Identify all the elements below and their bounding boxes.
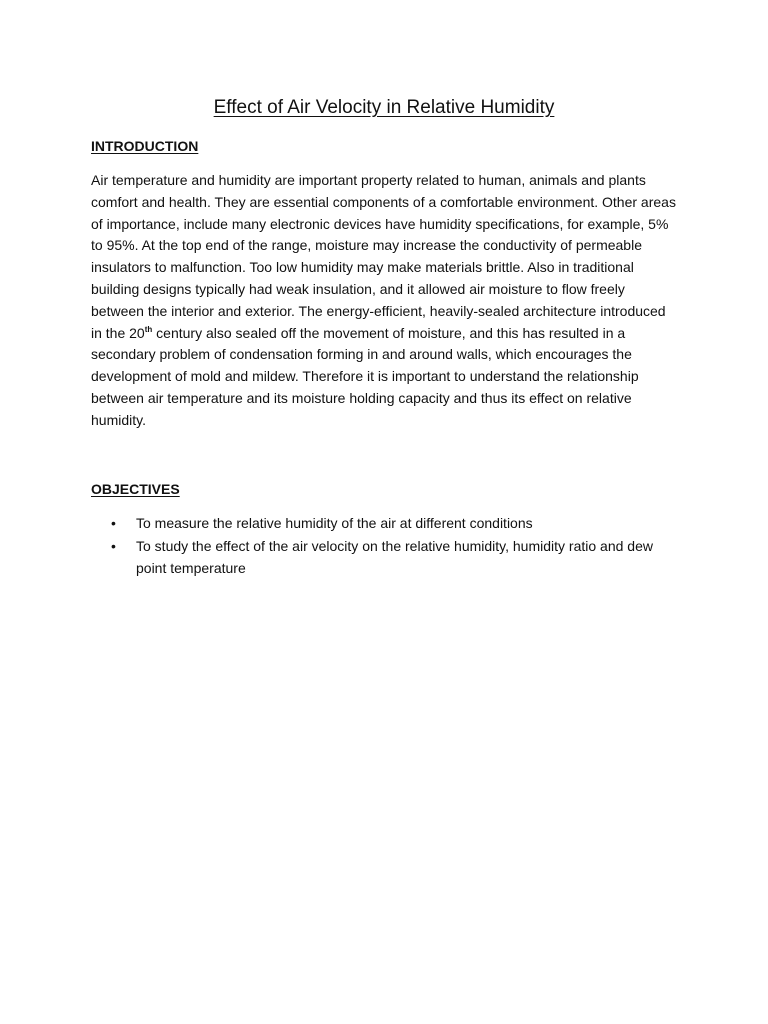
superscript-th: th bbox=[144, 324, 153, 334]
paragraph-line: of importance, include many electronic devices have humidity specifications, for example, 5% bbox=[91, 215, 669, 232]
document-title: Effect of Air Velocity in Relative Humidity bbox=[213, 97, 555, 118]
line-text-before: in the 20 bbox=[91, 324, 145, 341]
objective-text: point temperature bbox=[136, 560, 246, 576]
line-text-after: century also sealed off the movement of moisture, and this has resulted in a bbox=[152, 324, 626, 341]
introduction-paragraph bbox=[91, 170, 691, 432]
paragraph-line: Air temperature and humidity are important property related to human, animals and plants bbox=[91, 172, 646, 188]
paragraph-line: between the interior and exterior. The energy-efficient, heavily-sealed architecture introduced bbox=[91, 302, 666, 319]
paragraph-line-with-superscript bbox=[91, 323, 691, 345]
objective-item bbox=[91, 535, 691, 579]
paragraph-line: comfort and health. They are essential components of a comfortable environment. Other areas bbox=[91, 193, 676, 210]
paragraph-line: to 95%. At the top end of the range, moisture may increase the conductivity of permeable bbox=[91, 237, 642, 254]
paragraph-line: between air temperature and its moisture holding capacity and thus its effect on relative bbox=[91, 389, 632, 406]
bullet-icon: • bbox=[111, 538, 116, 554]
paragraph-line: secondary problem of condensation forming in and around walls, which encourages the bbox=[91, 346, 632, 363]
objective-text: To study the effect of the air velocity on the relative humidity, humidity ratio and dew bbox=[136, 538, 653, 554]
objectives-heading: OBJECTIVES bbox=[91, 481, 180, 497]
paragraph-line: humidity. bbox=[91, 411, 146, 428]
objectives-list bbox=[91, 512, 691, 580]
bullet-icon: • bbox=[111, 515, 116, 531]
introduction-heading: INTRODUCTION bbox=[91, 138, 199, 154]
paragraph-line: development of mold and mildew. Therefore it is important to understand the relationship bbox=[91, 368, 639, 385]
paragraph-line: building designs typically had weak insulation, and it allowed air moisture to flow freely bbox=[91, 280, 625, 297]
paragraph-line: insulators to malfunction. Too low humidity may make materials brittle. Also in traditional bbox=[91, 259, 634, 276]
objective-item bbox=[91, 512, 691, 534]
objective-text: To measure the relative humidity of the air at different conditions bbox=[136, 515, 533, 531]
